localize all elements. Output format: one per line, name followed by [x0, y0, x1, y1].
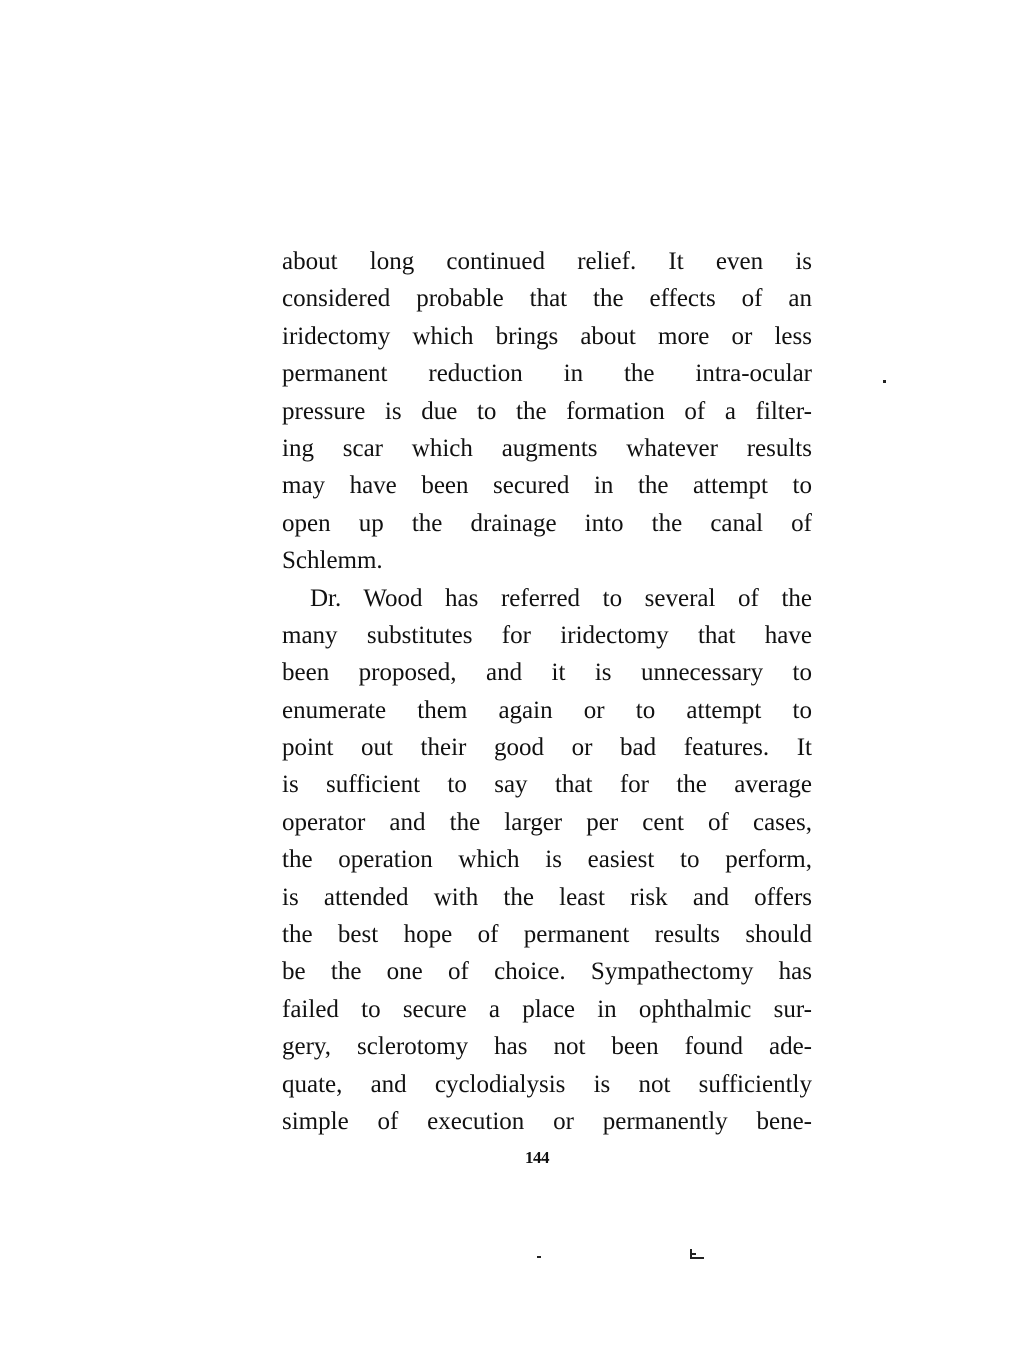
text-line: failed to secure a place in ophthalmic sur-	[282, 995, 812, 1023]
text-line: point out their good or bad features. It	[282, 734, 812, 762]
text-line: considered probable that the effects of an	[282, 285, 812, 313]
text-line: the best hope of permanent results should	[282, 921, 812, 949]
text-line: operator and the larger per cent of cases,	[282, 808, 812, 836]
text-line: open up the drainage into the canal of	[282, 509, 812, 537]
scan-mark	[689, 1248, 705, 1260]
page-number: 144	[525, 1148, 549, 1167]
text-line: iridectomy which brings about more or less	[282, 322, 812, 350]
body-text	[282, 243, 812, 1140]
text-line: ing scar which augments whatever results	[282, 434, 812, 462]
text-line: permanent reduction in the intra-ocular	[282, 360, 812, 388]
text-line: quate, and cyclodialysis is not sufficiently	[282, 1070, 812, 1098]
scan-speck	[883, 380, 886, 383]
text-line: about long continued relief. It even is	[282, 248, 812, 275]
text-line: Dr. Wood has referred to several of the	[310, 584, 812, 612]
text-line: is attended with the least risk and offers	[282, 883, 812, 911]
text-line: is sufficient to say that for the average	[282, 771, 812, 799]
scan-speck	[537, 1256, 541, 1258]
text-line: may have been secured in the attempt to	[282, 472, 812, 500]
text-line: enumerate them again or to attempt to	[282, 696, 812, 724]
text-line: Schlemm.	[282, 547, 383, 575]
text-line: be the one of choice. Sympathectomy has	[282, 958, 812, 986]
text-line: been proposed, and it is unnecessary to	[282, 659, 812, 687]
text-line: gery, sclerotomy has not been found ade-	[282, 1033, 812, 1061]
text-line: many substitutes for iridectomy that have	[282, 621, 812, 649]
text-line: the operation which is easiest to perform,	[282, 846, 812, 874]
text-line: pressure is due to the formation of a filter-	[282, 397, 812, 425]
text-line: simple of execution or permanently bene-	[282, 1107, 812, 1135]
